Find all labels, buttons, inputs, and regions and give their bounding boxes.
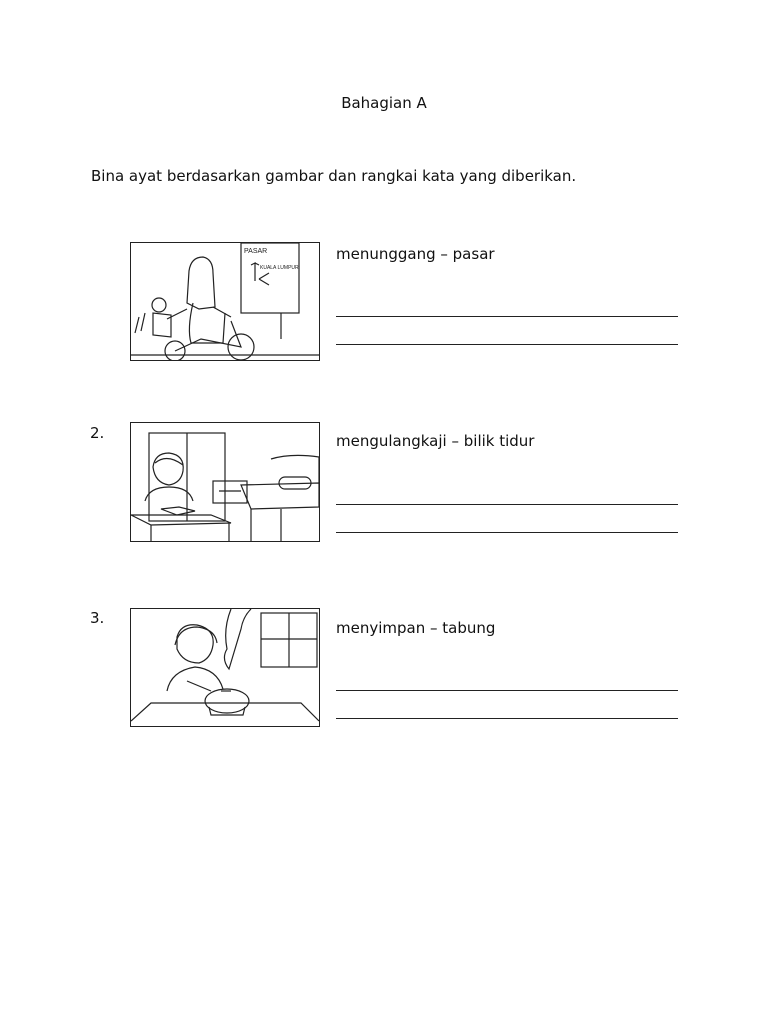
- question-3-answer-line-1[interactable]: [336, 690, 678, 691]
- question-3-answer-line-2[interactable]: [336, 718, 678, 719]
- instruction-text: Bina ayat berdasarkan gambar dan rangkai kata yang diberikan.: [91, 167, 577, 185]
- question-2-answer-line-2[interactable]: [336, 532, 678, 533]
- question-3-picture: [130, 608, 320, 727]
- question-3-phrase: menyimpan – tabung: [336, 619, 496, 637]
- question-2-phrase: mengulangkaji – bilik tidur: [336, 432, 535, 450]
- question-1-answer-line-1[interactable]: [336, 316, 678, 317]
- section-title: Bahagian A: [341, 94, 427, 112]
- question-2-answer-line-1[interactable]: [336, 504, 678, 505]
- question-2-picture: [130, 422, 320, 542]
- question-3-number: 3.: [90, 609, 105, 627]
- studying-bedroom-illustration: [131, 423, 319, 541]
- question-1-picture: [130, 242, 320, 361]
- sign-label-1: PASAR: [244, 248, 268, 255]
- question-2-number: 2.: [90, 424, 105, 442]
- bicycle-market-illustration: [131, 243, 319, 360]
- sign-label-2: KUALA LUMPUR: [260, 265, 299, 271]
- question-1-phrase: menunggang – pasar: [336, 245, 495, 263]
- piggy-bank-illustration: [131, 609, 319, 726]
- question-1-answer-line-2[interactable]: [336, 344, 678, 345]
